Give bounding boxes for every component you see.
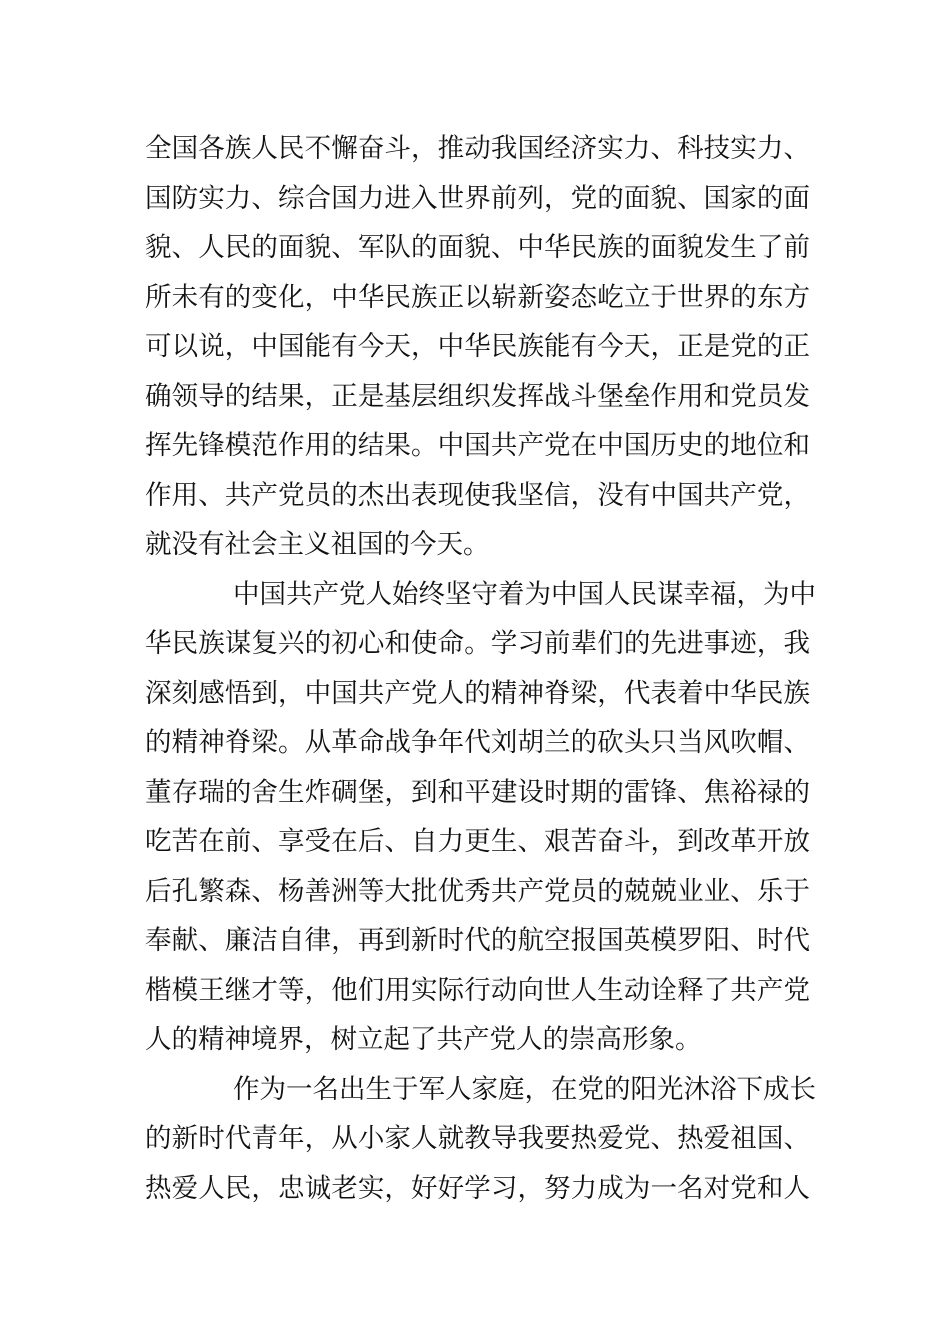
text-line: 董存瑞的舍生炸碉堡，到和平建设时期的雷锋、焦裕禄的 (145, 776, 810, 808)
text-line: 可以说，中国能有今天，中华民族能有今天，正是党的正 (145, 331, 810, 362)
text-line: 所未有的变化，中华民族正以崭新姿态屹立于世界的东方 (145, 281, 810, 313)
paragraph-2 (145, 570, 816, 1065)
text-line: 作用、共产党员的杰出表现使我坚信，没有中国共产党， (145, 479, 810, 511)
text-line: 华民族谋复兴的初心和使命。学习前辈们的先进事迹，我 (145, 628, 810, 659)
text-line: 国防实力、综合国力进入世界前列，党的面貌、国家的面 (145, 182, 810, 214)
text-line: 就没有社会主义祖国的今天。 (145, 529, 490, 560)
text-line: 的新时代青年，从小家人就教导我要热爱党、热爱祖国、 (145, 1123, 810, 1154)
text-line: 作为一名出生于军人家庭，在党的阳光沐浴下成长 (233, 1073, 816, 1105)
text-line: 的精神脊梁。从革命战争年代刘胡兰的砍头只当风吹帽、 (145, 727, 810, 758)
paragraph-3 (145, 1065, 816, 1214)
text-line: 中国共产党人始终坚守着为中国人民谋幸福，为中 (233, 578, 816, 610)
text-line: 确领导的结果，正是基层组织发挥战斗堡垒作用和党员发 (145, 380, 810, 412)
text-line: 人的精神境界，树立起了共产党人的崇高形象。 (145, 1024, 702, 1055)
paragraph-1 (145, 124, 810, 570)
text-line: 貌、人民的面貌、军队的面貌、中华民族的面貌发生了前 (145, 232, 810, 263)
text-line: 全国各族人民不懈奋斗，推动我国经济实力、科技实力、 (145, 133, 810, 164)
text-line: 吃苦在前、享受在后、自力更生、艰苦奋斗，到改革开放 (145, 826, 810, 857)
text-line: 挥先锋模范作用的结果。中国共产党在中国历史的地位和 (145, 430, 810, 461)
text-line: 后孔繁森、杨善洲等大批优秀共产党员的兢兢业业、乐于 (145, 875, 810, 907)
body-text (145, 124, 816, 1213)
text-line: 深刻感悟到，中国共产党人的精神脊梁，代表着中华民族 (145, 677, 810, 709)
text-line: 楷模王继才等，他们用实际行动向世人生动诠释了共产党 (145, 974, 810, 1006)
text-line: 奉献、廉洁自律，再到新时代的航空报国英模罗阳、时代 (145, 925, 810, 956)
text-line: 热爱人民，忠诚老实，好好学习，努力成为一名对党和人 (145, 1172, 810, 1204)
